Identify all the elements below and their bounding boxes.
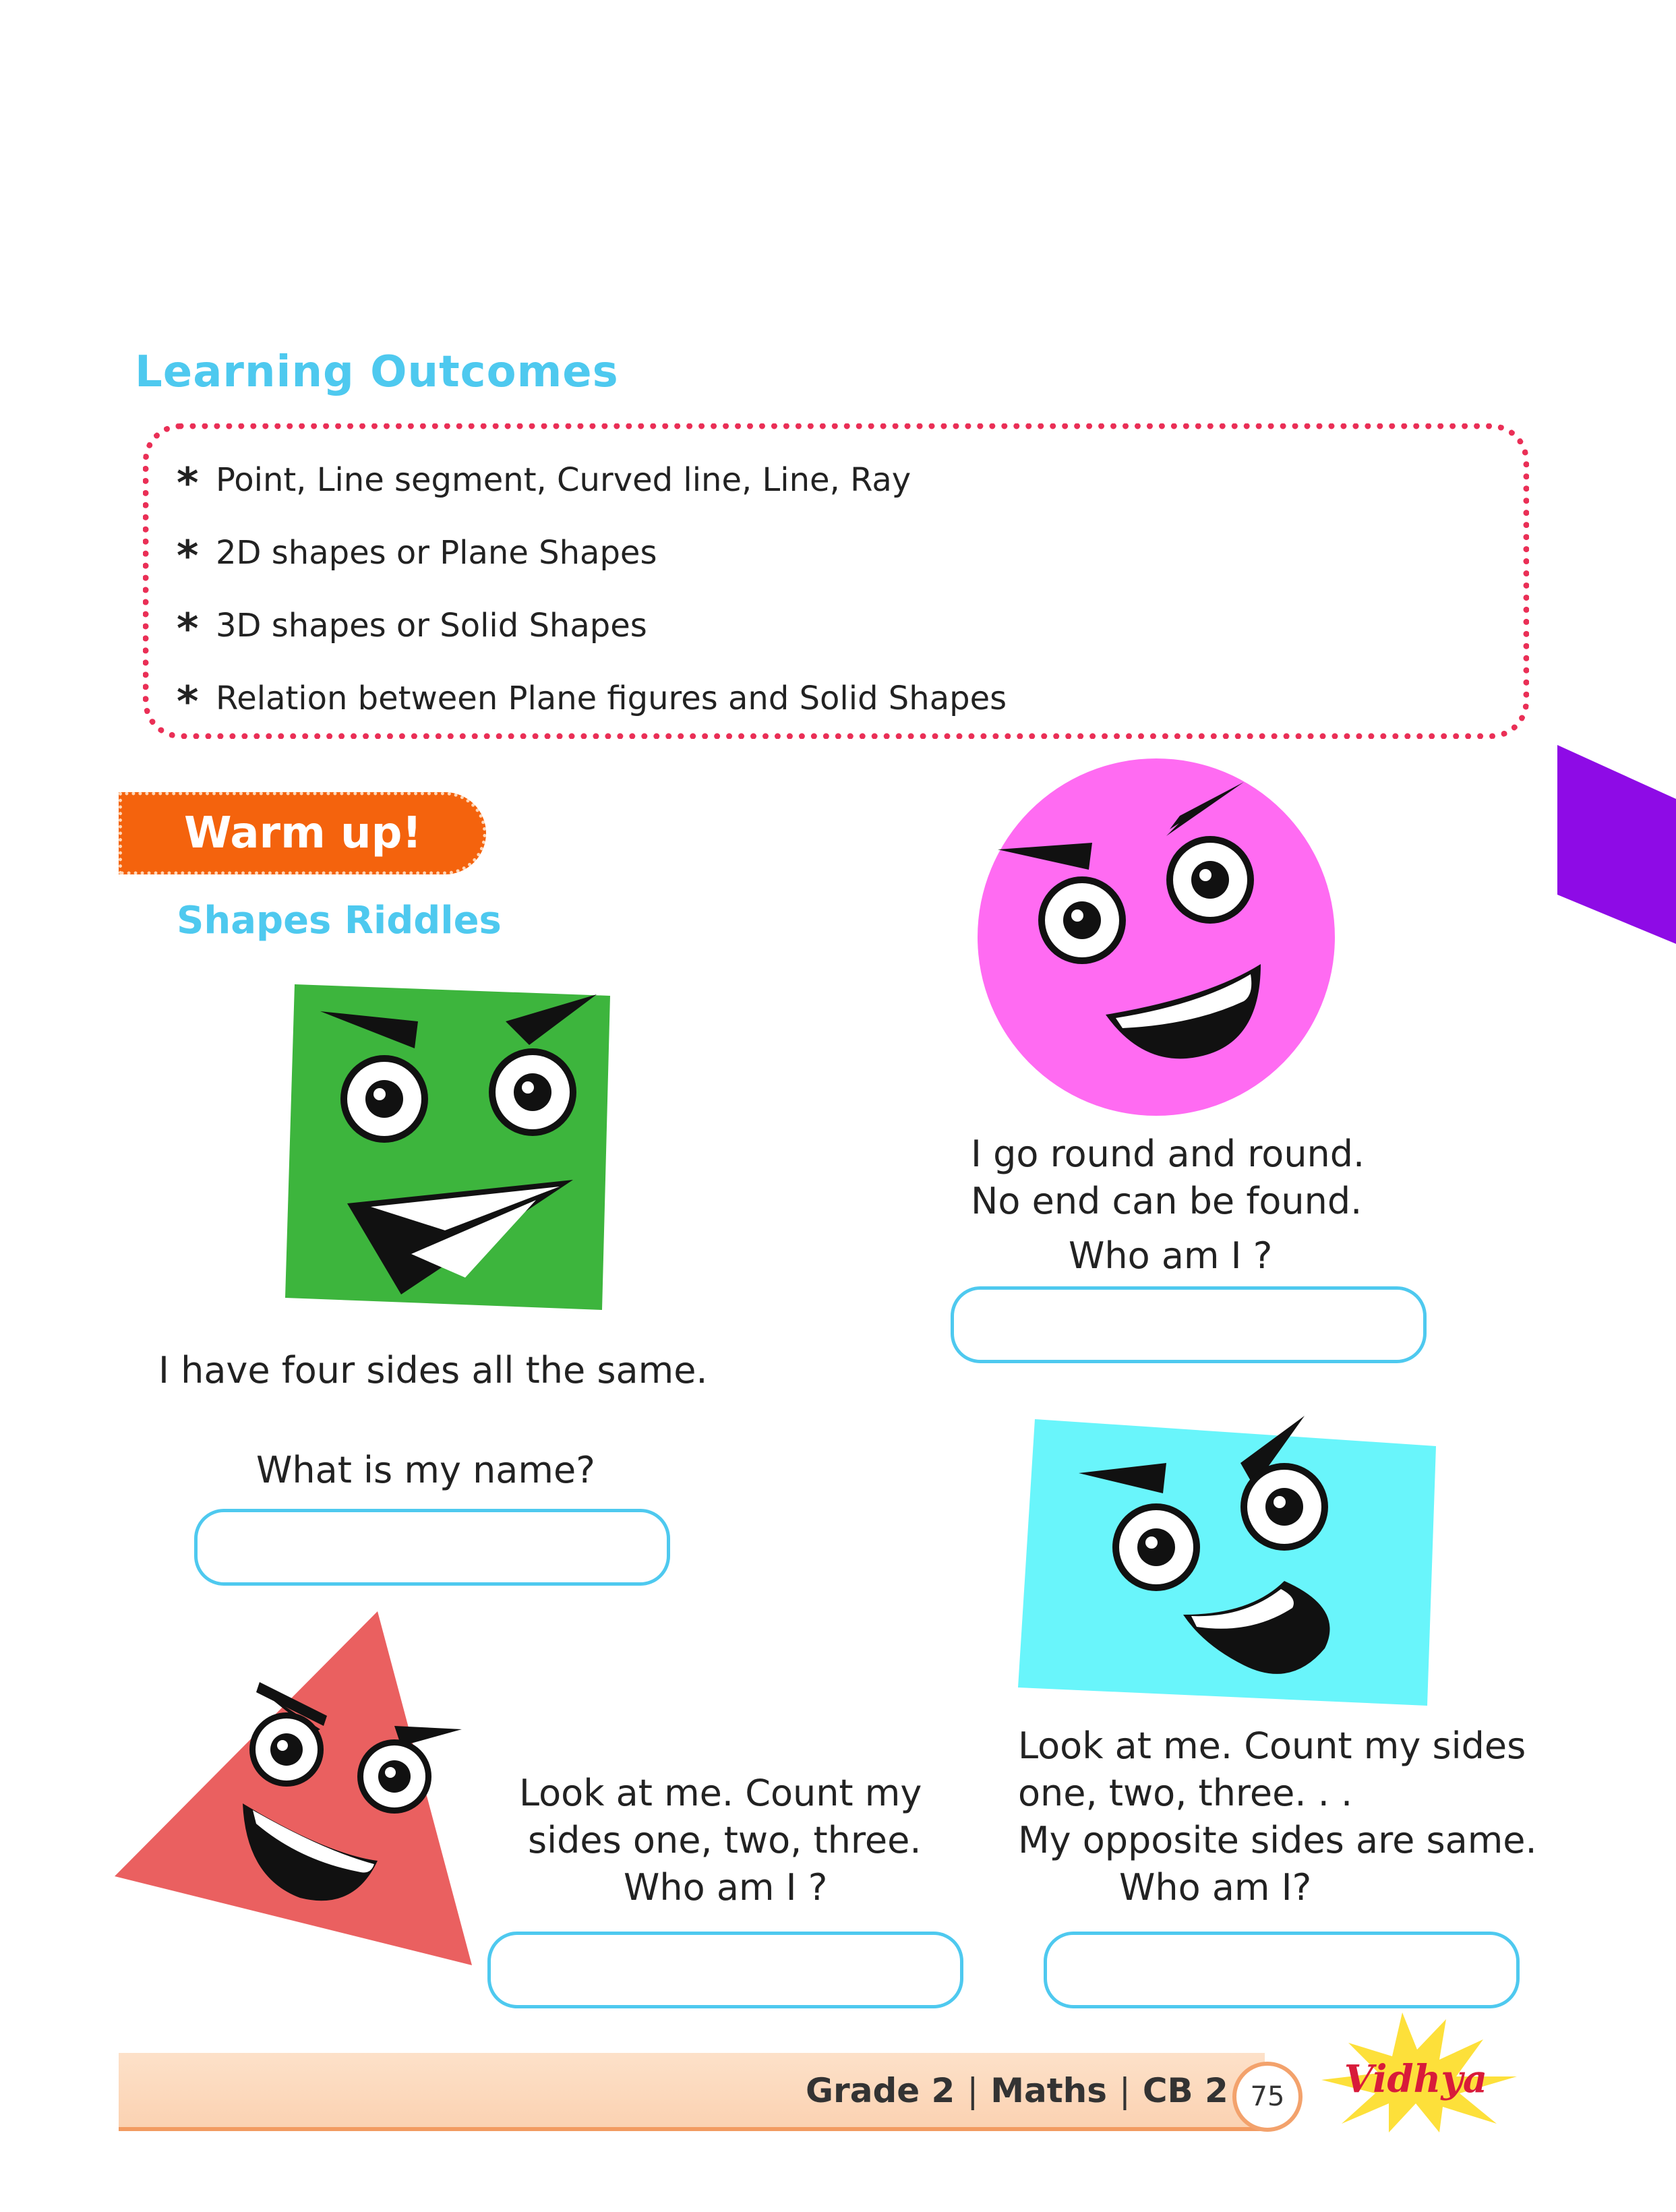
outcome-item — [177, 604, 647, 653]
footer-book-info — [806, 2071, 1228, 2110]
rectangle-riddle-line2: one, two, three. . . — [1018, 1772, 1353, 1814]
triangle-answer-field[interactable] — [487, 1932, 963, 2008]
square-riddle-text: I have four sides all the same. — [158, 1349, 708, 1392]
star-bullet-icon: * — [177, 677, 199, 726]
side-tab-shape — [1551, 745, 1676, 947]
rectangle-riddle-question: Who am I? — [1119, 1866, 1312, 1909]
learning-outcomes-title: Learning Outcomes — [135, 347, 619, 397]
triangle-face-illustration — [111, 1608, 475, 1972]
footer-subject: Maths — [990, 2071, 1107, 2110]
rectangle-face-illustration — [1015, 1412, 1439, 1709]
footer-grade: Grade 2 — [806, 2071, 955, 2110]
circle-riddle-question: Who am I ? — [1069, 1234, 1273, 1277]
rectangle-riddle-line3: My opposite sides are same. — [1018, 1819, 1537, 1861]
page-number: 75 — [1232, 2062, 1303, 2132]
outcome-text: 3D shapes or Solid Shapes — [216, 607, 647, 645]
footer-separator: | — [967, 2071, 979, 2110]
warm-up-banner: Warm up! — [119, 792, 486, 874]
triangle-riddle-line1: Look at me. Count my — [519, 1772, 922, 1814]
triangle-riddle-question: Who am I ? — [624, 1866, 828, 1909]
outcome-item — [177, 531, 657, 580]
rectangle-answer-field[interactable] — [1044, 1932, 1520, 2008]
outcome-item — [177, 458, 911, 508]
star-bullet-icon: * — [177, 531, 199, 580]
square-answer-field[interactable] — [194, 1509, 670, 1586]
star-bullet-icon: * — [177, 604, 199, 653]
outcome-text: Point, Line segment, Curved line, Line, Ray — [216, 461, 911, 499]
circle-answer-field[interactable] — [951, 1286, 1427, 1363]
star-bullet-icon: * — [177, 458, 199, 508]
logo-text: Vidhya — [1344, 2057, 1488, 2101]
circle-riddle-line2: No end can be found. — [971, 1180, 1363, 1222]
square-riddle-question: What is my name? — [256, 1449, 595, 1491]
circle-riddle-line1: I go round and round. — [971, 1133, 1365, 1175]
circle-face-illustration — [978, 755, 1342, 1119]
footer-separator: | — [1118, 2071, 1131, 2110]
square-face-illustration — [280, 981, 617, 1318]
outcome-text: Relation between Plane figures and Solid Shapes — [216, 680, 1007, 717]
triangle-riddle-line2: sides one, two, three. — [528, 1819, 922, 1861]
shapes-riddles-title: Shapes Riddles — [177, 899, 502, 943]
outcome-text: 2D shapes or Plane Shapes — [216, 534, 657, 572]
rectangle-riddle-line1: Look at me. Count my sides — [1018, 1725, 1526, 1767]
vidhya-logo — [1301, 2012, 1544, 2134]
footer-book: CB 2 — [1142, 2071, 1228, 2110]
outcome-item — [177, 677, 1007, 726]
